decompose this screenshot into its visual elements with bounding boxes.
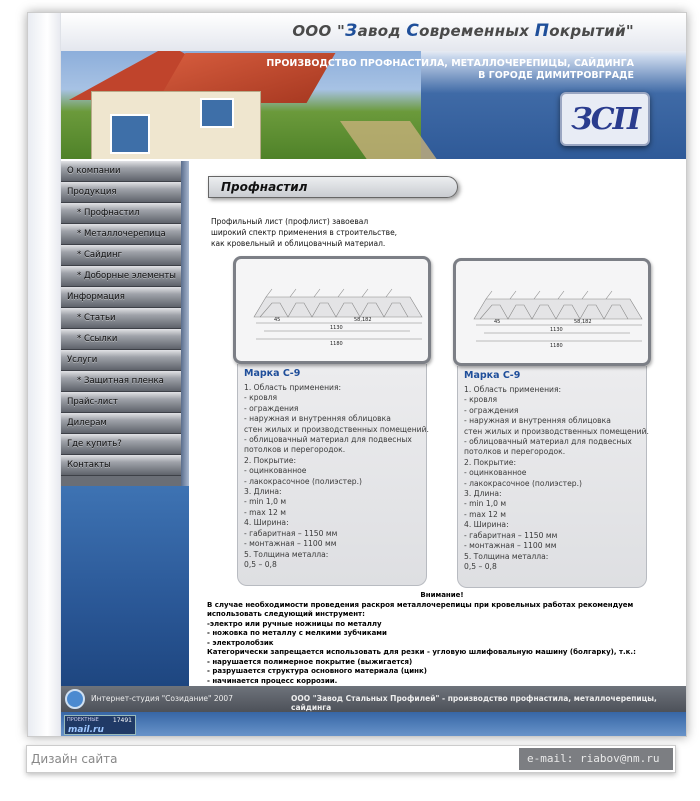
spec-line: - оцинкованное — [244, 466, 307, 476]
dim-label: 1180 — [550, 343, 563, 349]
spec-line: - оцинкованное — [464, 468, 527, 478]
studio-logo-icon[interactable] — [65, 689, 85, 709]
company-logo[interactable]: ЗСП — [560, 92, 650, 146]
spec-line: 5. Толщина металла: — [244, 549, 329, 559]
spec-line: стен жилых и производственных помещений. — [464, 426, 649, 436]
spec-line: 2. Покрытие: — [244, 455, 297, 465]
card-title[interactable]: Марка С-9 — [464, 370, 521, 381]
spec-line: потолков и перегородок. — [244, 445, 346, 455]
warning-line: использовать следующий инструмент: — [207, 610, 365, 618]
dim-label: 58,182 — [574, 319, 592, 325]
spec-line: - кровля — [464, 395, 498, 405]
nav-item[interactable]: Контакты — [61, 455, 181, 476]
spec-line: 4. Ширина: — [244, 518, 289, 528]
warning-line: - начинается процесс коррозии. — [207, 676, 338, 685]
profile-sheet-image[interactable] — [233, 256, 431, 364]
spec-line: - облицовачный материал для подвесных — [244, 435, 412, 445]
spec-line: 1. Область применения: — [244, 383, 342, 392]
spec-line: - облицовачный материал для подвесных — [464, 437, 632, 447]
warning-line: - электролобзик — [207, 638, 274, 647]
spec-line: - лакокрасочное (полиэстер.) — [464, 478, 582, 488]
nav-item[interactable]: Где купить? — [61, 434, 181, 455]
status-bar — [26, 745, 676, 773]
card-spec-list — [464, 385, 649, 572]
warning-line: - нарушается полимерное покрытие (выжигается) — [207, 657, 413, 666]
nav-item[interactable]: * Доборные элементы — [61, 266, 181, 287]
footer-bar — [61, 686, 687, 712]
warning-heading: Внимание! — [420, 591, 464, 599]
nav-item[interactable]: * Статьи — [61, 308, 181, 329]
spec-line: - габаритная – 1150 мм — [464, 530, 558, 540]
spec-line: - монтажная – 1100 мм — [464, 541, 557, 551]
nav-item[interactable]: Информация — [61, 287, 181, 308]
spec-line: 5. Толщина металла: — [464, 551, 549, 561]
dim-label: 1180 — [330, 341, 343, 347]
house-wall — [91, 91, 261, 159]
spec-line: - max 12 м — [464, 509, 506, 519]
nav-item[interactable]: Продукция — [61, 182, 181, 203]
main-content — [189, 161, 687, 686]
spec-line: - габаритная – 1150 мм — [244, 528, 338, 538]
nav-item[interactable]: Прайс-лист — [61, 392, 181, 413]
dim-label: 45 — [494, 319, 501, 325]
warning-block — [207, 591, 677, 686]
nav-item[interactable]: О компании — [61, 161, 181, 182]
page-frame — [27, 12, 687, 737]
house-window — [200, 98, 234, 128]
nav-item[interactable]: * Ссылки — [61, 329, 181, 350]
warning-line: - разрушается структура основного материала (цинк) — [207, 667, 427, 675]
nav-item[interactable]: Дилерам — [61, 413, 181, 434]
nav-item[interactable]: * Металлочерепица — [61, 224, 181, 245]
nav-decor — [61, 486, 189, 686]
warning-line: Категорически запрещается использовать для резки - угловую шлифовальную машину (болгарку), т.к.: — [207, 648, 636, 656]
footer-company: ООО "Завод Стальных Профилей" - производство профнастила, металлочерепицы, сайдинга — [291, 694, 657, 712]
company-tagline: ПРОИЗВОДСТВО ПРОФНАСТИЛА, МЕТАЛЛОЧЕРЕПИЦЫ, САЙДИНГА В ГОРОДЕ ДИМИТРОВГРАДЕ — [266, 58, 634, 81]
nav-item[interactable]: * Сайдинг — [61, 245, 181, 266]
page-title: Профнастил — [208, 176, 458, 198]
country-path — [340, 121, 452, 159]
spec-line: - монтажная – 1100 мм — [244, 539, 337, 549]
spec-line: 3. Длина: — [464, 489, 502, 499]
footer-decor — [61, 712, 687, 737]
spec-line: - ограждения — [244, 403, 299, 413]
spec-line: 2. Покрытие: — [464, 457, 517, 467]
card-body — [457, 366, 647, 588]
spec-line: - наружная и внутренняя облицовка — [244, 414, 391, 424]
spec-line: - кровля — [244, 393, 278, 403]
spec-line: 0,5 – 0,8 — [464, 561, 497, 571]
studio-credit[interactable]: Интернет-студия "Созидание" 2007 — [91, 694, 233, 703]
warning-line: -электро или ручные ножницы по металлу — [207, 619, 382, 628]
mailru-counter[interactable]: ПРОЕКТНЫЕ 17491 mail.ru — [64, 715, 136, 735]
dim-label: 1130 — [330, 325, 343, 331]
status-design-label: Дизайн сайта — [31, 752, 118, 766]
product-card — [233, 256, 431, 586]
nav-item[interactable]: * Профнастил — [61, 203, 181, 224]
nav-item[interactable]: * Защитная пленка — [61, 371, 181, 392]
spec-line: 4. Ширина: — [464, 520, 509, 530]
spec-line: - лакокрасочное (полиэстер.) — [244, 476, 362, 486]
sidebar-nav — [61, 161, 181, 486]
spec-line: 3. Длина: — [244, 487, 282, 497]
spec-line: - min 1,0 м — [464, 499, 507, 509]
spec-line: стен жилых и производственных помещений. — [244, 424, 429, 434]
spec-line: - max 12 м — [244, 507, 286, 517]
warning-line: В случае необходимости проведения раскроя металлочерепицы при кровельных работах рекомендуем — [207, 600, 634, 609]
dim-label: 45 — [274, 317, 281, 323]
product-card — [453, 258, 651, 588]
nav-item[interactable]: Услуги — [61, 350, 181, 371]
dim-label: 58,182 — [354, 317, 372, 323]
house-window — [110, 114, 150, 154]
company-title: ООО "Завод Современных Покрытий" — [292, 21, 634, 41]
intro-text: Профильный лист (профлист) завоевал широкий спектр применения в строительстве, как кровельный и облицовачный материал. — [211, 217, 398, 248]
spec-line: - min 1,0 м — [244, 497, 287, 507]
nav-edge — [181, 161, 189, 486]
dim-label: 1130 — [550, 327, 563, 333]
warning-line: - ножовка по металлу с мелкими зубчиками — [207, 629, 387, 637]
header-banner — [61, 13, 687, 159]
spec-line: - наружная и внутренняя облицовка — [464, 416, 611, 426]
card-spec-list — [244, 383, 429, 570]
side-strip — [28, 13, 61, 736]
profile-sheet-image[interactable] — [453, 258, 651, 366]
spec-line: 1. Область применения: — [464, 385, 562, 394]
status-email[interactable]: e-mail: riabov@nm.ru — [519, 748, 673, 770]
spec-line: 0,5 – 0,8 — [244, 559, 277, 569]
spec-line: - ограждения — [464, 405, 519, 415]
spec-line: потолков и перегородок. — [464, 447, 566, 457]
card-body — [237, 364, 427, 586]
card-title[interactable]: Марка С-9 — [244, 368, 301, 379]
